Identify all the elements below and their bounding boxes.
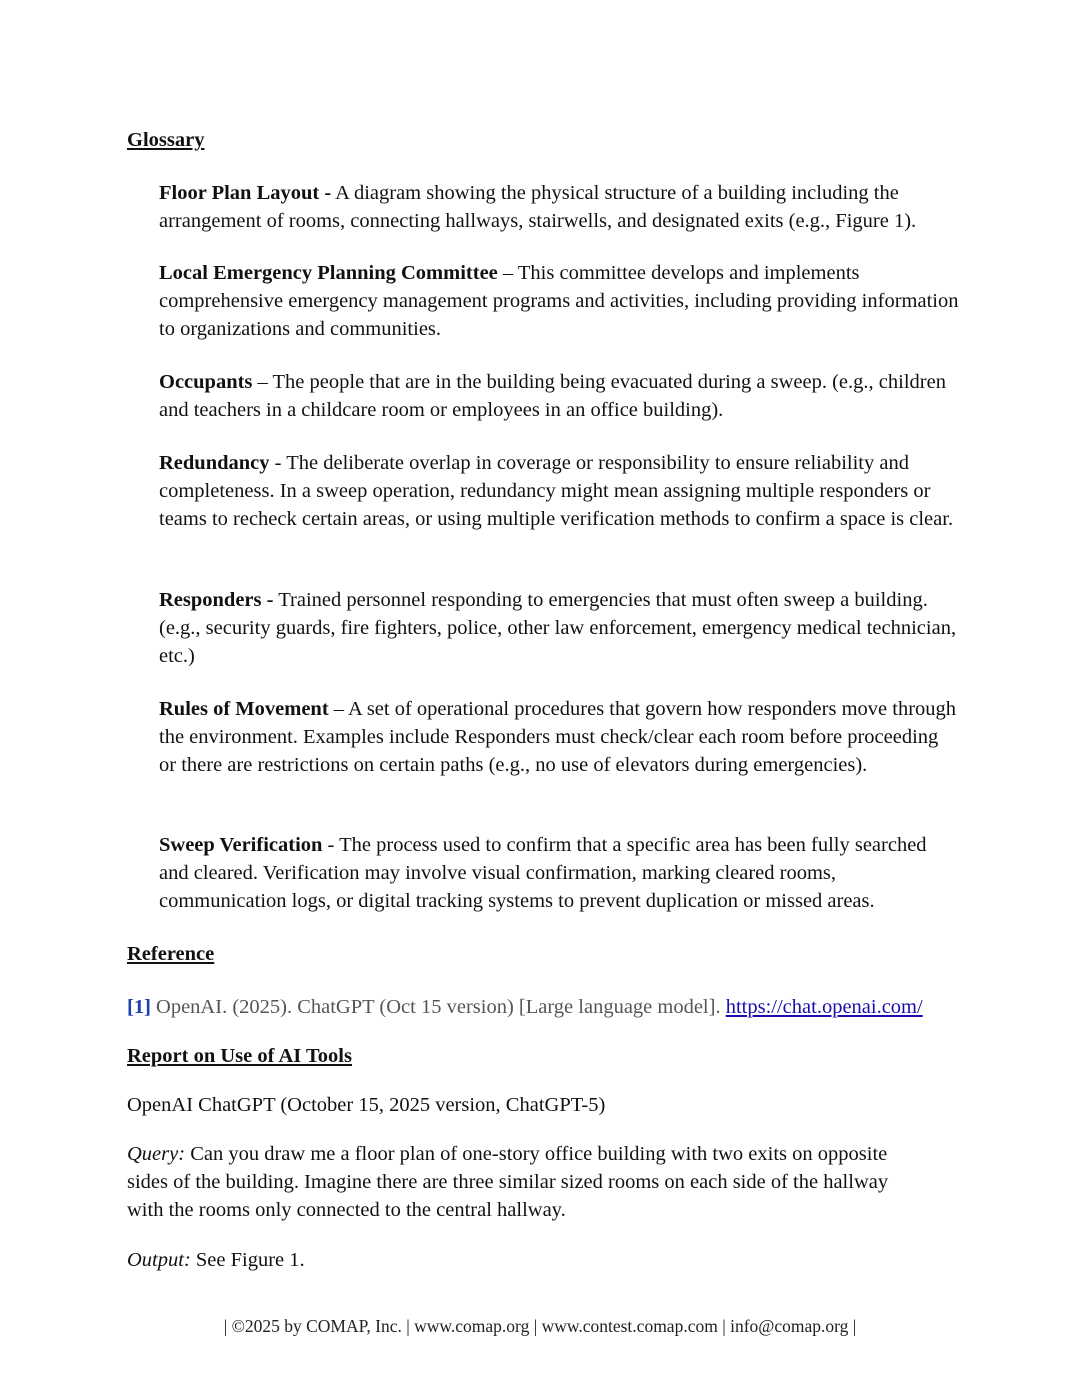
reference-heading: Reference [127,943,215,965]
glossary-definition: – A set of operational procedures that govern how responders move through the environment. Examples include Responders must check/clear each room before proceeding or there are restrictions on certain paths (e.g., no use of elevators during emergencies). [159,698,957,776]
glossary-entry [159,179,959,235]
glossary-heading: Glossary [127,129,205,151]
glossary-term: Local Emergency Planning Committee [159,262,498,284]
glossary-entry [159,831,959,915]
query-text: Can you draw me a floor plan of one-story office building with two exits on opposite sides of the building. Imagine there are three similar sized rooms on each side of the hallway with the rooms only connected to the central hallway. [127,1143,889,1221]
glossary-definition: – This committee develops and implements comprehensive emergency management programs and activities, including providing information to organizations and communities. [159,262,959,340]
glossary-definition: A diagram showing the physical structure of a building including the arrangement of rooms, connecting hallways, stairwells, and designated exits (e.g., Figure 1). [159,182,917,232]
glossary-entry [159,586,959,670]
glossary-term: Floor Plan Layout - [159,182,332,204]
glossary-definition: - The process used to confirm that a specific area has been fully searched and cleared. Verification may involve visual confirmation, marking cleared rooms, communication logs, or digital tracking systems to prevent duplication or missed areas. [159,834,927,912]
output-paragraph [127,1246,957,1274]
ai-tool-line: OpenAI ChatGPT (October 15, 2025 version, ChatGPT-5) [127,1094,606,1116]
glossary-entry [159,695,959,779]
glossary-entry [159,449,959,533]
glossary-term: Rules of Movement [159,698,329,720]
ai-report-heading: Report on Use of AI Tools [127,1045,352,1067]
glossary-term: Redundancy [159,452,270,474]
reference-number: [1] [127,996,151,1018]
glossary-definition: - The deliberate overlap in coverage or responsibility to ensure reliability and completeness. In a sweep operation, redundancy might mean assigning multiple responders or teams to recheck certain areas, or using multiple verification methods to confirm a space is clear. [159,452,954,530]
query-label: Query: [127,1143,186,1165]
glossary-term: Occupants [159,371,253,393]
reference-text: OpenAI. (2025). ChatGPT (Oct 15 version) [Large language model]. [150,996,726,1018]
output-label: Output: [127,1249,191,1271]
glossary-term: Sweep Verification [159,834,323,856]
reference-link[interactable]: https://chat.openai.com/ [725,996,923,1018]
page-footer: | ©2025 by COMAP, Inc. | www.comap.org | www.contest.comap.com | info@comap.org | [223,1316,857,1336]
output-text: See Figure 1. [190,1249,305,1271]
glossary-definition: – The people that are in the building being evacuated during a sweep. (e.g., children and teachers in a childcare room or employees in an office building). [159,371,946,421]
glossary-definition: Trained personnel responding to emergencies that must often sweep a building. (e.g., security guards, fire fighters, police, other law enforcement, emergency medical technician, etc.) [159,589,957,667]
glossary-entry [159,259,959,343]
glossary-entry [159,368,959,424]
glossary-term: Responders - [159,589,274,611]
query-paragraph [127,1140,927,1224]
reference-entry [127,993,1027,1021]
